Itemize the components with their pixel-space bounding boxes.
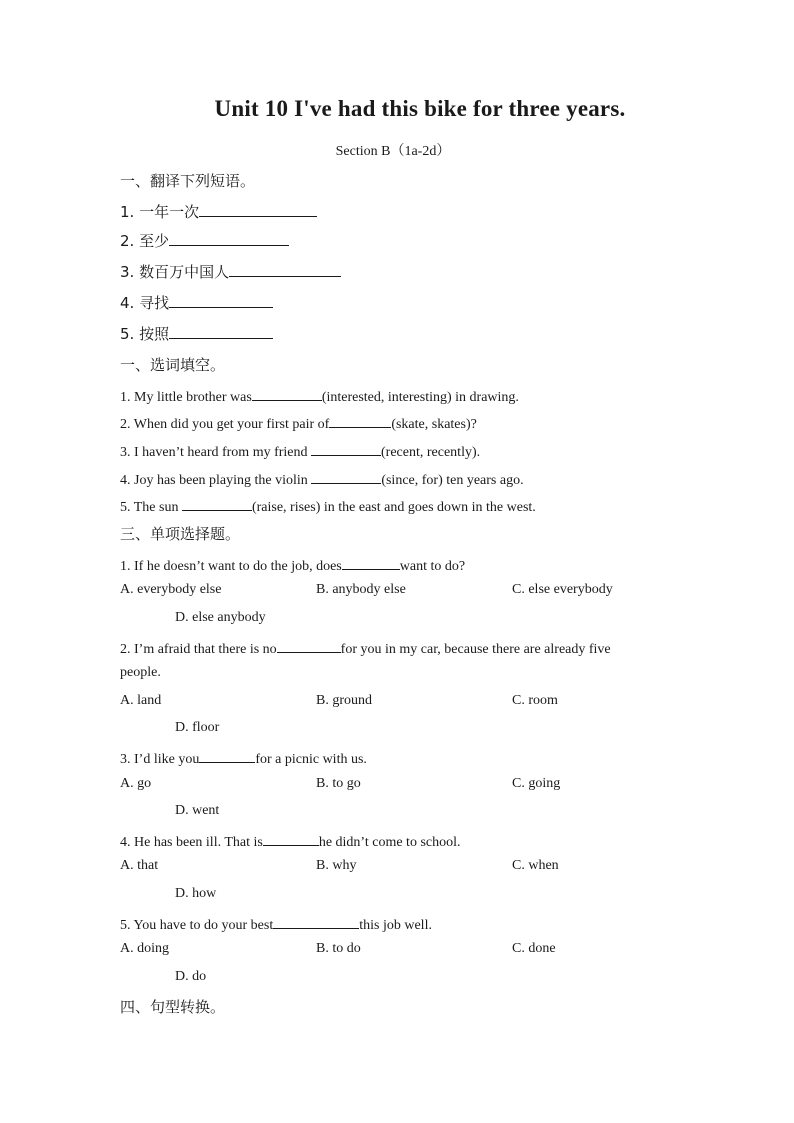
- option-b[interactable]: B. to go: [316, 776, 361, 791]
- answer-blank[interactable]: [311, 469, 381, 484]
- fill-item-5: [120, 496, 536, 516]
- answer-blank[interactable]: [273, 914, 359, 929]
- section-subtitle: Section B（1a-2d）: [335, 144, 451, 159]
- option-c[interactable]: C. going: [512, 776, 561, 791]
- question-text-end: for you in my car, because there are already five: [340, 642, 611, 657]
- option-d[interactable]: D. else anybody: [175, 610, 266, 625]
- question-text-end: for a picnic with us.: [255, 752, 367, 767]
- option-b[interactable]: B. ground: [316, 693, 372, 708]
- answer-blank[interactable]: [169, 231, 289, 246]
- answer-blank[interactable]: [311, 441, 381, 456]
- translation-item-2: [120, 230, 289, 251]
- answer-blank[interactable]: [199, 748, 255, 763]
- question-choices: (recent, recently).: [381, 445, 481, 460]
- item-text: 1. 一年一次: [120, 203, 200, 221]
- choice-question-2: [120, 638, 611, 658]
- question-text: 4. He has been ill. That is: [120, 835, 263, 850]
- question-choices: (skate, skates)?: [391, 417, 477, 432]
- option-d[interactable]: D. do: [175, 969, 207, 984]
- section-2-heading: 一、选词填空。: [120, 356, 226, 374]
- answer-blank[interactable]: [199, 202, 317, 217]
- answer-blank[interactable]: [263, 831, 319, 846]
- answer-blank[interactable]: [229, 262, 341, 277]
- question-text: 1. If he doesn’t want to do the job, does: [120, 559, 342, 574]
- option-a[interactable]: A. land: [120, 693, 162, 708]
- answer-blank[interactable]: [277, 638, 341, 653]
- section-3-heading: 三、单项选择题。: [120, 525, 241, 543]
- answer-blank[interactable]: [342, 555, 400, 570]
- item-text: 2. 至少: [120, 232, 170, 250]
- fill-item-1: [120, 386, 519, 406]
- question-text-end: this job well.: [359, 918, 432, 933]
- option-a[interactable]: A. go: [120, 776, 152, 791]
- answer-blank[interactable]: [182, 496, 252, 511]
- question-text: 1. My little brother was: [120, 390, 252, 405]
- option-c[interactable]: C. when: [512, 858, 559, 873]
- question-text: 4. Joy has been playing the violin: [120, 473, 312, 488]
- answer-blank[interactable]: [329, 413, 391, 428]
- option-b[interactable]: B. to do: [316, 941, 361, 956]
- page-title: Unit 10 I've had this bike for three years.: [214, 96, 626, 121]
- section-4-heading: 四、句型转换。: [120, 998, 226, 1016]
- choice-question-1: [120, 555, 465, 575]
- option-c[interactable]: C. room: [512, 693, 558, 708]
- option-d[interactable]: D. how: [175, 886, 217, 901]
- fill-item-4: [120, 469, 524, 489]
- question-text: 3. I’d like you: [120, 752, 200, 767]
- option-a[interactable]: A. doing: [120, 941, 169, 956]
- item-text: 3. 数百万中国人: [120, 263, 230, 281]
- answer-blank[interactable]: [169, 293, 273, 308]
- question-text: 2. When did you get your first pair of: [120, 417, 330, 432]
- question-text: 3. I haven’t heard from my friend: [120, 445, 312, 460]
- question-text: 5. The sun: [120, 500, 182, 515]
- translation-item-5: [120, 323, 273, 344]
- option-a[interactable]: A. everybody else: [120, 582, 222, 597]
- question-continuation: people.: [120, 665, 161, 680]
- translation-item-3: [120, 261, 341, 282]
- option-c[interactable]: C. done: [512, 941, 556, 956]
- section-1-heading: 一、翻译下列短语。: [120, 172, 256, 190]
- question-text: 2. I’m afraid that there is no: [120, 642, 277, 657]
- translation-item-4: [120, 292, 273, 313]
- choice-question-4: [120, 831, 461, 851]
- item-text: 5. 按照: [120, 325, 170, 343]
- option-d[interactable]: D. went: [175, 803, 220, 818]
- question-choices: (raise, rises) in the east and goes down in the west.: [251, 500, 536, 515]
- fill-item-3: [120, 441, 480, 461]
- answer-blank[interactable]: [252, 386, 322, 401]
- option-c[interactable]: C. else everybody: [512, 582, 613, 597]
- option-b[interactable]: B. anybody else: [316, 582, 406, 597]
- option-a[interactable]: A. that: [120, 858, 159, 873]
- option-b[interactable]: B. why: [316, 858, 357, 873]
- question-choices: (interested, interesting) in drawing.: [321, 390, 519, 405]
- question-text: 5. You have to do your best: [120, 918, 274, 933]
- translation-item-1: [120, 201, 317, 222]
- question-text-end: want to do?: [399, 559, 466, 574]
- option-d[interactable]: D. floor: [175, 720, 220, 735]
- fill-item-2: [120, 413, 477, 433]
- item-text: 4. 寻找: [120, 294, 170, 312]
- choice-question-5: [120, 914, 432, 934]
- question-text-end: he didn’t come to school.: [318, 835, 461, 850]
- answer-blank[interactable]: [169, 324, 273, 339]
- question-choices: (since, for) ten years ago.: [381, 473, 524, 488]
- choice-question-3: [120, 748, 367, 768]
